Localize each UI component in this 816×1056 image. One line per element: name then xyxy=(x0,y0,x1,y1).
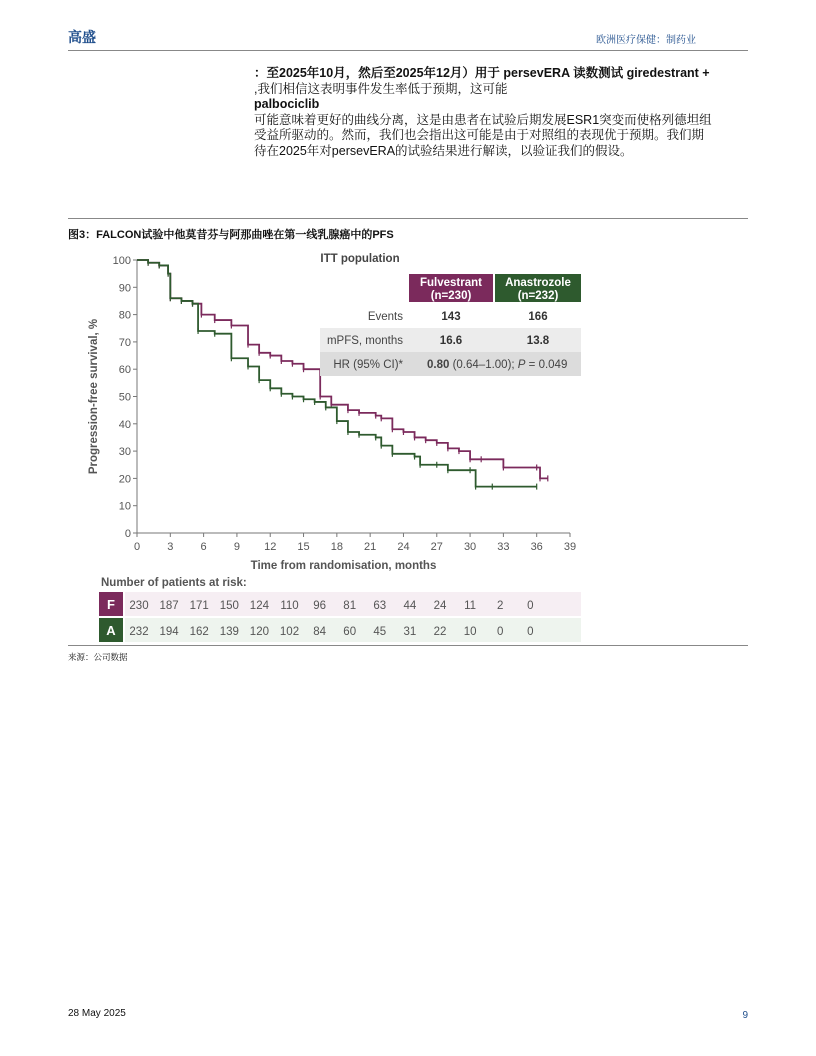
body-line: 受益所驱动的。然而，我们也会指出这可能是由于对照组的表现优于预期。我们期 xyxy=(254,128,705,142)
body-line: palbociclib xyxy=(254,97,320,111)
x-tick-label: 33 xyxy=(497,541,510,553)
at-risk-value: 230 xyxy=(129,600,149,612)
chart-axes xyxy=(88,255,576,572)
y-axis-label: Progression-free survival, % xyxy=(88,318,100,475)
chart-legend xyxy=(320,253,581,376)
page-number: 9 xyxy=(742,1010,748,1021)
y-tick-label: 20 xyxy=(118,473,131,486)
at-risk-value: 96 xyxy=(313,600,326,612)
legend-row-label: mPFS, months xyxy=(326,335,403,347)
footer-date: 28 May 2025 xyxy=(68,1008,126,1019)
at-risk-value: 0 xyxy=(496,626,504,638)
legend-row-label: Events xyxy=(367,311,403,323)
at-risk-value: 22 xyxy=(433,626,447,638)
y-tick-label: 40 xyxy=(118,418,131,431)
source-note: 来源：公司数据 xyxy=(68,652,128,662)
x-tick-label: 0 xyxy=(133,541,141,553)
section-title: 欧洲医疗保健：制药业 xyxy=(596,35,696,46)
at-risk-value: 171 xyxy=(189,600,209,612)
y-tick-label: 0 xyxy=(124,528,131,540)
at-risk-value: 124 xyxy=(249,600,269,612)
x-tick-label: 36 xyxy=(530,541,543,553)
x-tick-label: 6 xyxy=(200,541,207,553)
x-tick-label: 12 xyxy=(264,541,277,553)
at-risk-value: 0 xyxy=(527,626,534,638)
x-axis-label: Time from randomisation, months xyxy=(250,560,437,572)
body-line: ：至2025年10月，然后至2025年12月）用于 persevERA 读数测试 giredestrant + xyxy=(254,66,710,80)
at-risk-value: 0 xyxy=(527,600,534,612)
at-risk-value: 187 xyxy=(159,600,179,612)
at-risk-title: Number of patients at risk: xyxy=(101,577,247,589)
at-risk-table xyxy=(99,577,581,642)
y-tick-label: 50 xyxy=(118,391,131,404)
at-risk-value: 24 xyxy=(433,600,447,612)
figure-title: 图3：FALCON试验中他莫昔芬与阿那曲唑在第一线乳腺癌中的PFS xyxy=(68,229,394,241)
y-tick-label: 30 xyxy=(118,446,131,459)
legend-col1-line2: (n=230) xyxy=(430,290,472,302)
x-tick-label: 30 xyxy=(463,541,477,553)
at-risk-value: 31 xyxy=(403,626,417,638)
at-risk-value: 2 xyxy=(496,600,504,612)
legend-hr-value: 0.80 (0.64–1.00); P = 0.049 xyxy=(427,359,568,371)
body-paragraph xyxy=(254,66,748,159)
x-tick-label: 24 xyxy=(397,541,410,553)
y-tick-label: 60 xyxy=(118,364,131,377)
legend-row-v1: 16.6 xyxy=(439,335,463,347)
legend-row-v1: 143 xyxy=(441,311,461,323)
y-tick-label: 70 xyxy=(118,336,131,349)
body-line: ,我们相信这表明事件发生率低于预期，这可能 xyxy=(254,81,508,96)
legend-col1-line1: Fulvestrant xyxy=(420,277,482,289)
x-tick-label: 3 xyxy=(167,541,174,553)
at-risk-value: 194 xyxy=(159,626,179,638)
at-risk-value: 232 xyxy=(129,626,149,638)
at-risk-value: 11 xyxy=(464,600,477,612)
x-tick-label: 15 xyxy=(297,541,310,553)
at-risk-value: 10 xyxy=(463,626,477,638)
y-tick-label: 80 xyxy=(118,309,131,322)
y-tick-label: 90 xyxy=(118,282,131,295)
header-rule xyxy=(68,50,748,51)
at-risk-value: 150 xyxy=(219,600,239,612)
x-tick-label: 39 xyxy=(563,541,577,553)
at-risk-value: 84 xyxy=(313,626,326,638)
x-tick-label: 18 xyxy=(330,541,343,553)
km-chart xyxy=(0,240,816,660)
at-risk-badge-label: F xyxy=(107,597,115,612)
at-risk-value: 120 xyxy=(249,626,269,638)
y-tick-label: 10 xyxy=(118,500,131,513)
at-risk-value: 81 xyxy=(343,600,357,612)
figure-top-rule xyxy=(68,218,748,219)
legend-col2-line1: Anastrozole xyxy=(505,277,571,289)
body-line: 可能意味着更好的曲线分离，这是由患者在试验后期发展ESR1突变而使格列德坦组 xyxy=(254,112,712,127)
legend-col2-line2: (n=232) xyxy=(517,290,559,302)
x-tick-label: 21 xyxy=(364,541,377,553)
figure-bottom-rule xyxy=(68,645,748,646)
body-line: 待在2025年对persevERA的试验结果进行解读，以验证我们的假设。 xyxy=(254,143,633,158)
at-risk-value: 63 xyxy=(373,600,387,612)
x-tick-label: 27 xyxy=(430,541,443,553)
legend-header: ITT population xyxy=(320,253,400,265)
at-risk-value: 110 xyxy=(280,600,299,612)
legend-row-v2: 166 xyxy=(528,311,548,323)
legend-row-v2: 13.8 xyxy=(526,335,550,347)
at-risk-value: 60 xyxy=(343,626,357,638)
at-risk-value: 102 xyxy=(279,626,300,638)
at-risk-value: 139 xyxy=(219,626,239,638)
brand-logo-text: 高盛 xyxy=(68,29,96,45)
x-tick-label: 9 xyxy=(233,541,240,553)
legend-hr-label: HR (95% CI)* xyxy=(333,359,403,371)
at-risk-badge-label: A xyxy=(106,623,116,638)
at-risk-value: 162 xyxy=(189,626,209,638)
at-risk-value: 45 xyxy=(373,626,387,638)
at-risk-value: 44 xyxy=(403,600,417,612)
y-tick-label: 100 xyxy=(112,255,131,267)
